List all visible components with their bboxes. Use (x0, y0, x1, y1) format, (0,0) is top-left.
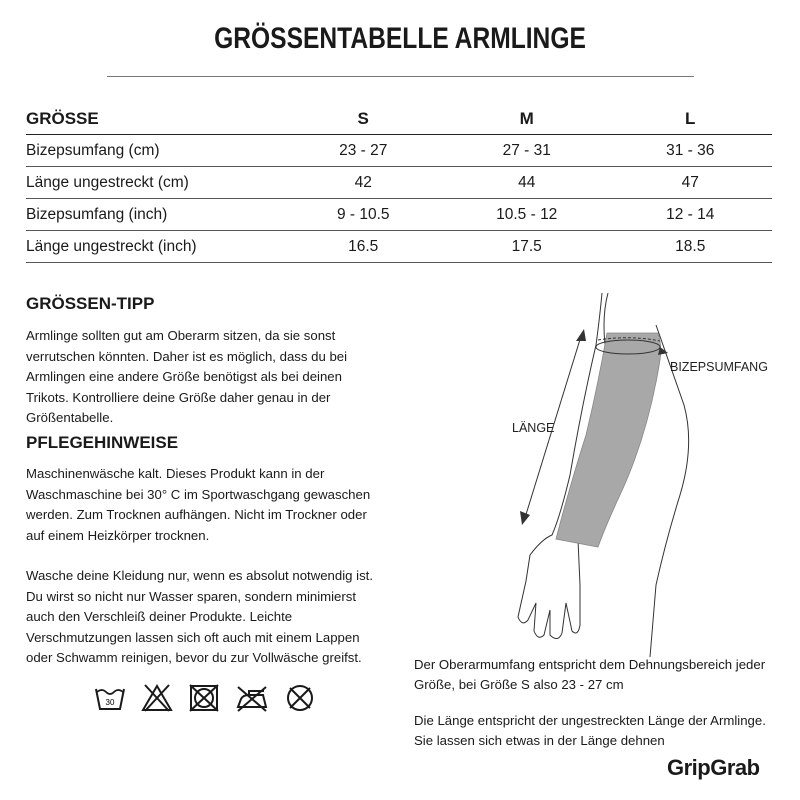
no-iron-icon (235, 683, 269, 713)
table-row (26, 199, 772, 231)
cell-value: 9 - 10.5 (281, 199, 445, 231)
row-label: Länge ungestreckt (cm) (26, 167, 281, 199)
length-label: LÄNGE (512, 421, 555, 435)
cell-value: 47 (608, 167, 772, 199)
row-label: Bizepsumfang (cm) (26, 135, 281, 167)
note-bicep: Der Oberarmumfang entspricht dem Dehnungsbereich jeder Größe, bei Größe S also 23 - 27 cm (414, 657, 766, 692)
size-col-l: L (608, 104, 772, 135)
cell-value: 44 (445, 167, 609, 199)
size-tip-heading: GRÖSSEN-TIPP (26, 294, 155, 313)
cell-value: 27 - 31 (445, 135, 609, 167)
table-row (26, 167, 772, 199)
care-icons (94, 683, 316, 713)
cell-value: 42 (281, 167, 445, 199)
cell-value: 12 - 14 (608, 199, 772, 231)
care-heading: PFLEGEHINWEISE (26, 433, 179, 452)
no-dry-clean-icon (284, 683, 316, 713)
wash-30-icon (94, 683, 126, 713)
size-table (26, 104, 772, 263)
row-label: Länge ungestreckt (inch) (26, 231, 281, 263)
wash-temp-label: 30 (105, 698, 115, 707)
title-divider (107, 76, 694, 77)
cell-value: 17.5 (445, 231, 609, 263)
size-header-label: GRÖSSE (26, 104, 281, 135)
no-bleach-icon (141, 683, 173, 713)
cell-value: 10.5 - 12 (445, 199, 609, 231)
note-length: Die Länge entspricht der ungestreckten Länge der Armlinge. Sie lassen sich etwas in der Länge dehnen (414, 713, 766, 748)
care-text-2: Wasche deine Kleidung nur, wenn es absolut notwendig ist. Du wirst so nicht nur Wasser sparen, sondern minimierst auch den Verschleiß deiner Produkte. Leichte Verschmutzungen lassen sich oft auch mit einem Lappen oder Schwamm reinigen, bevor du zur Vollwäsche greifst. (26, 568, 374, 665)
care-text-1: Maschinenwäsche kalt. Dieses Produkt kann in der Waschmaschine bei 30° C im Sportwaschgang gewaschen werden. Zum Trocknen aufhängen. Nicht im Trockner oder auf einem Heizkörper trocknen. (26, 466, 371, 543)
row-label: Bizepsumfang (inch) (26, 199, 281, 231)
page-title: GRÖSSENTABELLE ARMLINGE (214, 22, 586, 55)
cell-value: 31 - 36 (608, 135, 772, 167)
size-col-m: M (445, 104, 609, 135)
table-row (26, 231, 772, 263)
arm-illustration (470, 285, 770, 657)
table-header-row (26, 104, 772, 135)
table-row (26, 135, 772, 167)
no-tumble-dry-icon (188, 683, 220, 713)
cell-value: 23 - 27 (281, 135, 445, 167)
brand-logo: GripGrab (667, 755, 760, 780)
bicep-label: BIZEPSUMFANG (670, 360, 768, 374)
cell-value: 16.5 (281, 231, 445, 263)
cell-value: 18.5 (608, 231, 772, 263)
size-tip-text: Armlinge sollten gut am Oberarm sitzen, da sie sonst verrutschen könnten. Daher ist es möglich, dass du bei Armlingen eine andere Größe benötigst als bei deinen Trikots. Kontrolliere deine Größe daher genau in der Größentabelle. (26, 328, 348, 425)
size-col-s: S (281, 104, 445, 135)
